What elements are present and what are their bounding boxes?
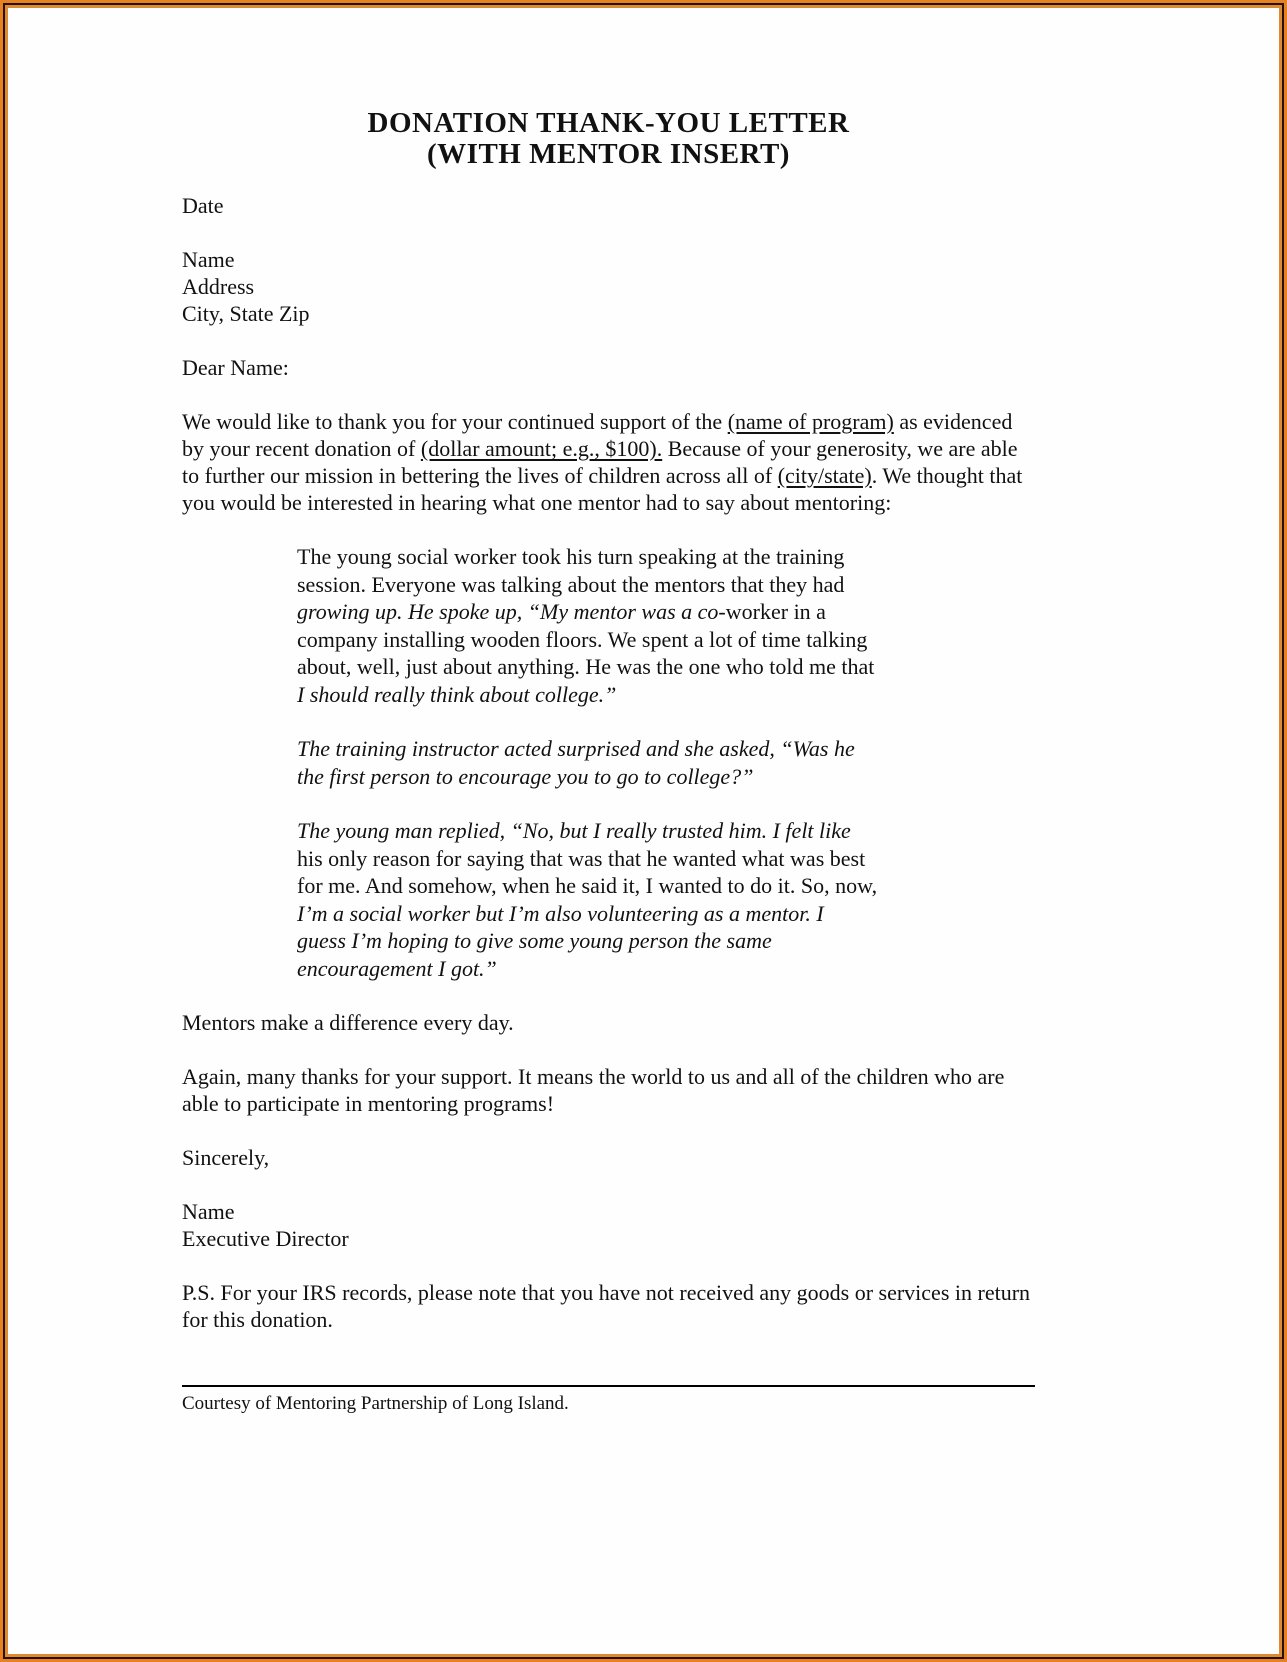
text-segment: I should really think about college.” bbox=[297, 681, 617, 707]
text-segment: The young social worker took his turn speaking at the training bbox=[297, 544, 845, 569]
text-segment: the first person to encourage you to go to college?” bbox=[297, 763, 754, 789]
text-segment: session. Everyone was talking about the mentors that they had bbox=[297, 571, 845, 597]
letter-content bbox=[5, 5, 1282, 1657]
text-segment: worker in a bbox=[725, 599, 826, 624]
text-segment: guess I’m hoping to give some young person the same bbox=[297, 928, 772, 953]
text-segment: Because of your generosity, we are able to further our mission in bettering the lives of children across all of bbox=[182, 436, 1018, 488]
letter-title-line2: (WITH MENTOR INSERT) bbox=[427, 138, 790, 170]
recipient-city-state-zip: City, State Zip bbox=[182, 301, 310, 326]
quote-line bbox=[297, 598, 1035, 626]
text-segment: (city/state) bbox=[777, 463, 872, 488]
text-segment: The training instructor acted surprised and she asked, “Was he bbox=[297, 736, 855, 761]
quote-line bbox=[297, 927, 1035, 955]
text-segment: I’m a social worker but I’m also volunteering as a mentor. I bbox=[297, 900, 824, 926]
text-segment: We would like to thank you for your continued support of the bbox=[182, 409, 728, 434]
letter-title bbox=[182, 108, 1035, 170]
footer bbox=[182, 1385, 1035, 1416]
text-segment: his only reason for saying that was that he wanted what was best bbox=[297, 845, 866, 871]
footer-note: Courtesy of Mentoring Partnership of Long Island. bbox=[182, 1393, 569, 1414]
text-segment: about, well, just about anything. He was the one who told me that bbox=[297, 654, 875, 679]
quote-line bbox=[297, 872, 1035, 900]
quote-line bbox=[297, 735, 1035, 763]
mentor-quote-block-2 bbox=[297, 735, 1035, 790]
text-segment: . We thought that you would be interested in hearing what one mentor had to say about mentoring: bbox=[182, 463, 1023, 515]
date-placeholder: Date bbox=[182, 193, 224, 218]
thanks-paragraph: Again, many thanks for your support. It means the world to us and all of the children who are able to participate in mentoring programs! bbox=[182, 1064, 1005, 1116]
signoff: Sincerely, bbox=[182, 1145, 270, 1170]
border-frame bbox=[3, 3, 1284, 1659]
text-segment: company installing wooden floors. We spent a lot of time talking bbox=[297, 626, 868, 652]
mentor-quote-block-1 bbox=[297, 543, 1035, 708]
quote-line bbox=[297, 681, 1035, 709]
text-segment: (dollar amount; e.g., $100). bbox=[420, 436, 663, 461]
signature-block bbox=[182, 1198, 1035, 1252]
quote-line bbox=[297, 817, 1035, 845]
quote-line bbox=[297, 900, 1035, 928]
text-segment: The young man replied, “No, but I really trusted him. I felt like bbox=[297, 818, 851, 843]
quote-line bbox=[297, 845, 1035, 873]
quote-line bbox=[297, 653, 1035, 681]
recipient-block bbox=[182, 246, 1035, 327]
quote-line bbox=[297, 571, 1035, 599]
postscript: P.S. For your IRS records, please note that you have not received any goods or services in return for this donation. bbox=[182, 1280, 1031, 1332]
salutation: Dear Name: bbox=[182, 355, 289, 380]
recipient-name: Name bbox=[182, 247, 235, 272]
text-segment: encouragement I got.” bbox=[297, 955, 497, 981]
closing-line: Mentors make a difference every day. bbox=[182, 1010, 514, 1035]
mentor-quote-block-3 bbox=[297, 817, 1035, 982]
quote-line bbox=[297, 626, 1035, 654]
signature-name: Name bbox=[182, 1199, 235, 1224]
quote-line bbox=[297, 543, 1035, 571]
quote-line bbox=[297, 955, 1035, 983]
quote-line bbox=[297, 763, 1035, 791]
opening-paragraph bbox=[182, 408, 1035, 516]
text-segment: growing up. He spoke up, “My mentor was a co- bbox=[297, 599, 726, 624]
text-segment: (name of program) bbox=[727, 409, 894, 434]
letter-title-line1: DONATION THANK-YOU LETTER bbox=[367, 107, 850, 139]
text-segment: as evidenced by your recent donation of bbox=[182, 409, 1013, 461]
text-segment: for me. And somehow, when he said it, I wanted to do it. So, now, bbox=[297, 873, 878, 898]
signature-title: Executive Director bbox=[182, 1226, 349, 1251]
recipient-address: Address bbox=[182, 274, 255, 299]
